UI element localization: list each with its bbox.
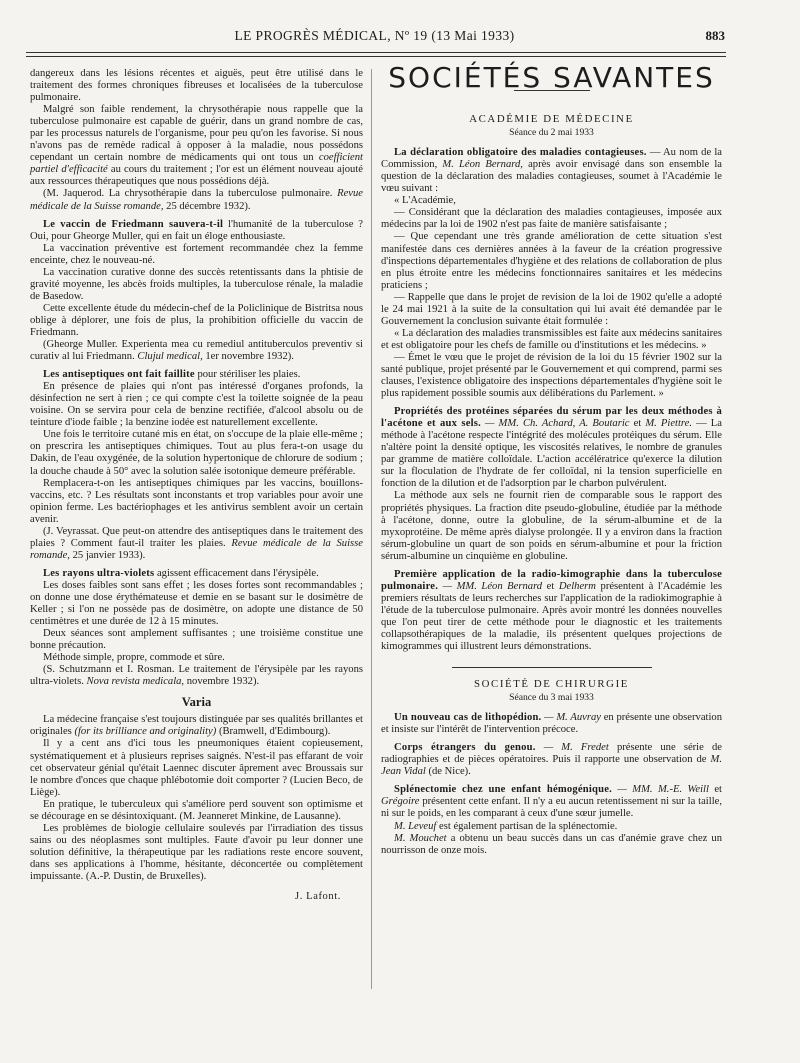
- paragraph: — Considérant que la déclaration des maladies contagieuses, imposée aux médecins par la loi de 1902 n'est pas faite de manière satisfaisante ;: [381, 207, 722, 231]
- right-column: [381, 61, 723, 857]
- varia-heading: Varia: [181, 695, 212, 710]
- paragraph: « L'Académie,: [394, 195, 456, 207]
- paragraph: Les doses faibles sont sans effet ; les doses fortes sont recommandables ; on donne une dose érythémateuse et demie en se basant sur le dosimètre de Keller ; si l'on ne possède pas de dosimètre, on adopte une distance de 50 centimètres et une durée de 12 à 15 minutes.: [30, 579, 363, 628]
- header-rule-thin: [26, 56, 726, 57]
- article-ultra-violets: Les rayons ultra-violets agissent efficacement dans l'érysipèle.: [43, 567, 319, 579]
- article-declaration: La déclaration obligatoire des maladies contagieuses. — Au nom de la Commission, M. Léon Bernard, après avoir envisagé dans son ensemble la question de la déclaration des maladies contagieuses, soumet à l'Académie le vœu suivant :: [381, 147, 722, 195]
- paragraph: M. Leveuf est également partisan de la splénectomie.: [394, 820, 618, 832]
- paragraph: En présence de plaies qui n'ont pas intéressé d'organes profonds, la désinfection ne sert à rien ; ce qui compte c'est la toilette soignée de la peau voisine. On se servira pour cela de benzine rectifiée, d'alcool absolu ou de teinture d'iode faible ; la benzine iodée est naturellement excellente.: [30, 381, 363, 429]
- article-splenectomie: Splénectomie chez une enfant hémogénique. — MM. M.-E. Weill et Grégoire présentent cette enfant. Il n'y a eu aucun retentissement ni sur la taille, ni sur le poids, en les comparant à ceux d'une sœur jumelle.: [381, 784, 722, 820]
- header-rule: [26, 52, 726, 53]
- article-genou: Corps étrangers du genou. — M. Fredet présente une série de radiographies et de pièces opératoires. Puis il rapporte une observation de M. Jean Vidal (de Nice).: [381, 742, 722, 778]
- society-title: ACADÉMIE DE MÉDECINE: [469, 113, 634, 126]
- paragraph: Malgré son faible rendement, la chrysothérapie nous rappelle que la tuberculose pulmonaire est capable de guérir, dans un grand nombre de cas, par les processus naturels de l'organisme, pour peu qu'on les favorise. Si nous n'avons pas de remède radical à opposer à la maladie, nous possédons cependant un certain nombre de médicaments qui ont tous un coefficient partiel d'efficacité au cours du traitement ; l'or est un élément nouveau ajouté aux ressources thérapeutiques que nous possédions déjà.: [30, 104, 363, 188]
- section-divider: [452, 667, 652, 668]
- paragraph: Remplacera-t-on les antiseptiques chimiques par les vaccins, bouillons-vaccins, etc. ? Les résultats sont inconstants et trop variables pour avoir une opinion ferme. Les bactériophages et les antivirus semblent avoir un certain avenir.: [30, 477, 363, 525]
- paragraph: Deux séances sont amplement suffisantes ; une troisième constitue une bonne précaution.: [30, 628, 363, 652]
- society-title: SOCIÉTÉ DE CHIRURGIE: [474, 678, 629, 691]
- session-date: Séance du 3 mai 1933: [509, 692, 594, 704]
- article-proteines: Propriétés des protéines séparées du sérum par les deux méthodes à l'acétone et aux sels. — MM. Ch. Achard, A. Boutaric et M. Piettre. — La méthode à l'acétone respecte l'intégrité des molécules protéiques du sérum. Elle n'altère point la densité optique, les viscosités relatives, le nombre de granules par gramme de matière colloïdale. L'action accélératrice qu'exerce la dilution sur la floculation de l'hydrate de fer colloïdal, ni la tension superficielle en fonction de la dilution et de l'adsorption par le charbon pulvérulent.: [381, 406, 722, 490]
- article-lithopedion: Un nouveau cas de lithopédion. — M. Auvray en présente une observation et insiste sur l'intérêt de l'intervention précoce.: [381, 712, 723, 736]
- paragraph: Les problèmes de biologie cellulaire soulevés par l'irradiation des tissus sains ou des néoplasmes sont multiples. Faute d'avoir pu leur donner une solution définitive, la thérapeutique par les radiations reste encore souvent, dans ses applications à l'homme, hésitante, déconcertée ou complètement impuissante. (A.-P. Dustin, de Bruxelles).: [30, 822, 363, 882]
- citation: (J. Veyrassat. Que peut-on attendre des antiseptiques dans le traitement des plaies ? Comment faut-il traiter les plaies. Revue médicale de la Suisse romande, 25 janvier 1933).: [30, 525, 363, 561]
- column-divider: [371, 69, 372, 989]
- paragraph: La méthode aux sels ne fournit rien de comparable sous le rapport des propriétés physiques. La fraction dite pseudo-globuline, étudiée par la méthode à l'acétone, donne, outre la globuline, de la sérum-albumine et de la myxoprotéine. De même après dialyse prolongée. Il y a environ dans la fraction sérum-globuline un quart de son poids en sérum-albumine et pour la friction sérum-albumine un cinquième en globuline.: [381, 490, 722, 562]
- article-friedmann: Le vaccin de Friedmann sauvera-t-il l'humanité de la tuberculose ? Oui, pour Gheorge Muller, qui en fait un éloge enthousiaste.: [30, 218, 363, 242]
- paragraph: dangereux dans les lésions récentes et aiguës, peut être utilisé dans le traitement des formes chroniques fibreuses et localisées de la tuberculose pulmonaire.: [30, 68, 363, 104]
- paragraph: — Que cependant une très grande amélioration de cette situation s'est manifestée dans ces dernières années à la faveur de la création progressive d'inspections départementales d'hygiène et des relations de collaboration de plus en plus étroite entre les médecins fonctionnaires sanitaires et les médecins praticiens ;: [381, 231, 722, 291]
- section-masthead: SOCIÉTÉS SAVANTES: [388, 61, 715, 94]
- paragraph: Méthode simple, propre, commode et sûre.: [43, 652, 225, 664]
- citation: (M. Jaquerod. La chrysothérapie dans la tuberculose pulmonaire. Revue médicale de la Suisse romande, 25 décembre 1932).: [30, 188, 363, 212]
- paragraph: La vaccination curative donne des succès retentissants dans la phtisie de gravité moyenne, les abcès froids multiples, la tuberculose rénale, la maladie de Basedow.: [30, 266, 363, 302]
- paragraph: La vaccination préventive est fortement recommandée chez la femme enceinte, chez le nouveau-né.: [30, 242, 363, 266]
- paragraph: M. Mouchet a obtenu un beau succès dans un cas d'anémie grave chez un nourrisson de onze mois.: [381, 832, 723, 856]
- citation: (S. Schutzmann et I. Rosman. Le traitement de l'érysipèle par les rayons ultra-violets. Nova revista medicala, novembre 1932).: [30, 664, 363, 688]
- paragraph: — Rappelle que dans le projet de revision de la loi de 1902 qu'elle a adopté le 24 mai 1921 à la suite de la consultation qui lui avait été demandée par le Gouvernement la conclusion suivante était formulée :: [381, 291, 722, 327]
- page-header: [26, 28, 723, 52]
- paragraph: Cette excellente étude du médecin-chef de la Policlinique de Bistritsa nous oblige à déplorer, une fois de plus, la prohibition officielle du vaccin de Friedmann.: [30, 302, 363, 338]
- author-signature: J. Lafont.: [295, 891, 341, 903]
- paragraph: En pratique, le tuberculeux qui s'améliore perd souvent son optimisme et se décourage en se désintoxiquant. (M. Jeanneret Minkine, de Lausanne).: [30, 798, 363, 822]
- paragraph: « La déclaration des maladies transmissibles est faite aux médecins sanitaires et est obligatoire pour les chefs de famille ou d'institutions et les médecins. »: [381, 327, 722, 351]
- paragraph: Il y a cent ans d'ici tous les pneumoniques étaient copieusement, systématiquement et à plusieurs reprises saignés. N'est-il pas effarant de voir cet observateur génial qu'était Laennec discuter âprement avec Broussais sur le nombre d'onces que chaque phlébotomie doit comporter ? (Lucien Beco, de Liège).: [30, 738, 363, 798]
- article-antiseptiques: Les antiseptiques ont fait faillite pour stériliser les plaies.: [43, 369, 301, 381]
- paragraph: Une fois le territoire cutané mis en état, on s'occupe de la plaie elle-même ; on prescrira les antiseptiques chimiques. Tout au plus fera-t-on usage du Dakin, de l'eau oxygénée, de la solution hypertonique de chlorure de sodium ; la douche chaude à 50° avec la solution salée isotonique demeure préférable.: [30, 429, 363, 477]
- paragraph: — Émet le vœu que le projet de révision de la loi du 15 février 1902 sur la santé publique, projet présenté par le Gouvernement et qui comprend, parmi ses clauses, l'existence obligatoire des inspections départementales d'hygiène soit le plus rapidement possible soumis aux délibérations du Parlement. »: [381, 351, 722, 400]
- paragraph: La médecine française s'est toujours distinguée par ses qualités brillantes et originales (for its brilliance and originality) (Bramwell, d'Edimbourg).: [30, 714, 363, 738]
- left-column: [30, 68, 363, 903]
- session-date: Séance du 2 mai 1933: [509, 127, 594, 139]
- citation: (Gheorge Muller. Experienta mea cu remediul antituberculos preventiv si curativ al lui Friedmann. Clujul medical, 1er novembre 1932).: [30, 339, 363, 363]
- page-number: 883: [705, 28, 725, 43]
- running-title: LE PROGRÈS MÉDICAL, Nº 19 (13 Mai 1933): [234, 28, 515, 43]
- article-radio-kimographie: Première application de la radio-kimographie dans la tuberculose pulmonaire. — MM. Léon Bernard et Delherm présentent à l'Académie les premiers résultats de leurs recherches sur l'application de la radiokimographie à l'étude de la tuberculose pulmonaire. Après avoir montré les données nouvelles que l'on peut tirer de cette méthode pour le diagnostic et les traitements collapsothérapiques de la maladie, ils présentent quelques projections de kimogrammes qui illustrent leurs démonstrations.: [381, 568, 722, 653]
